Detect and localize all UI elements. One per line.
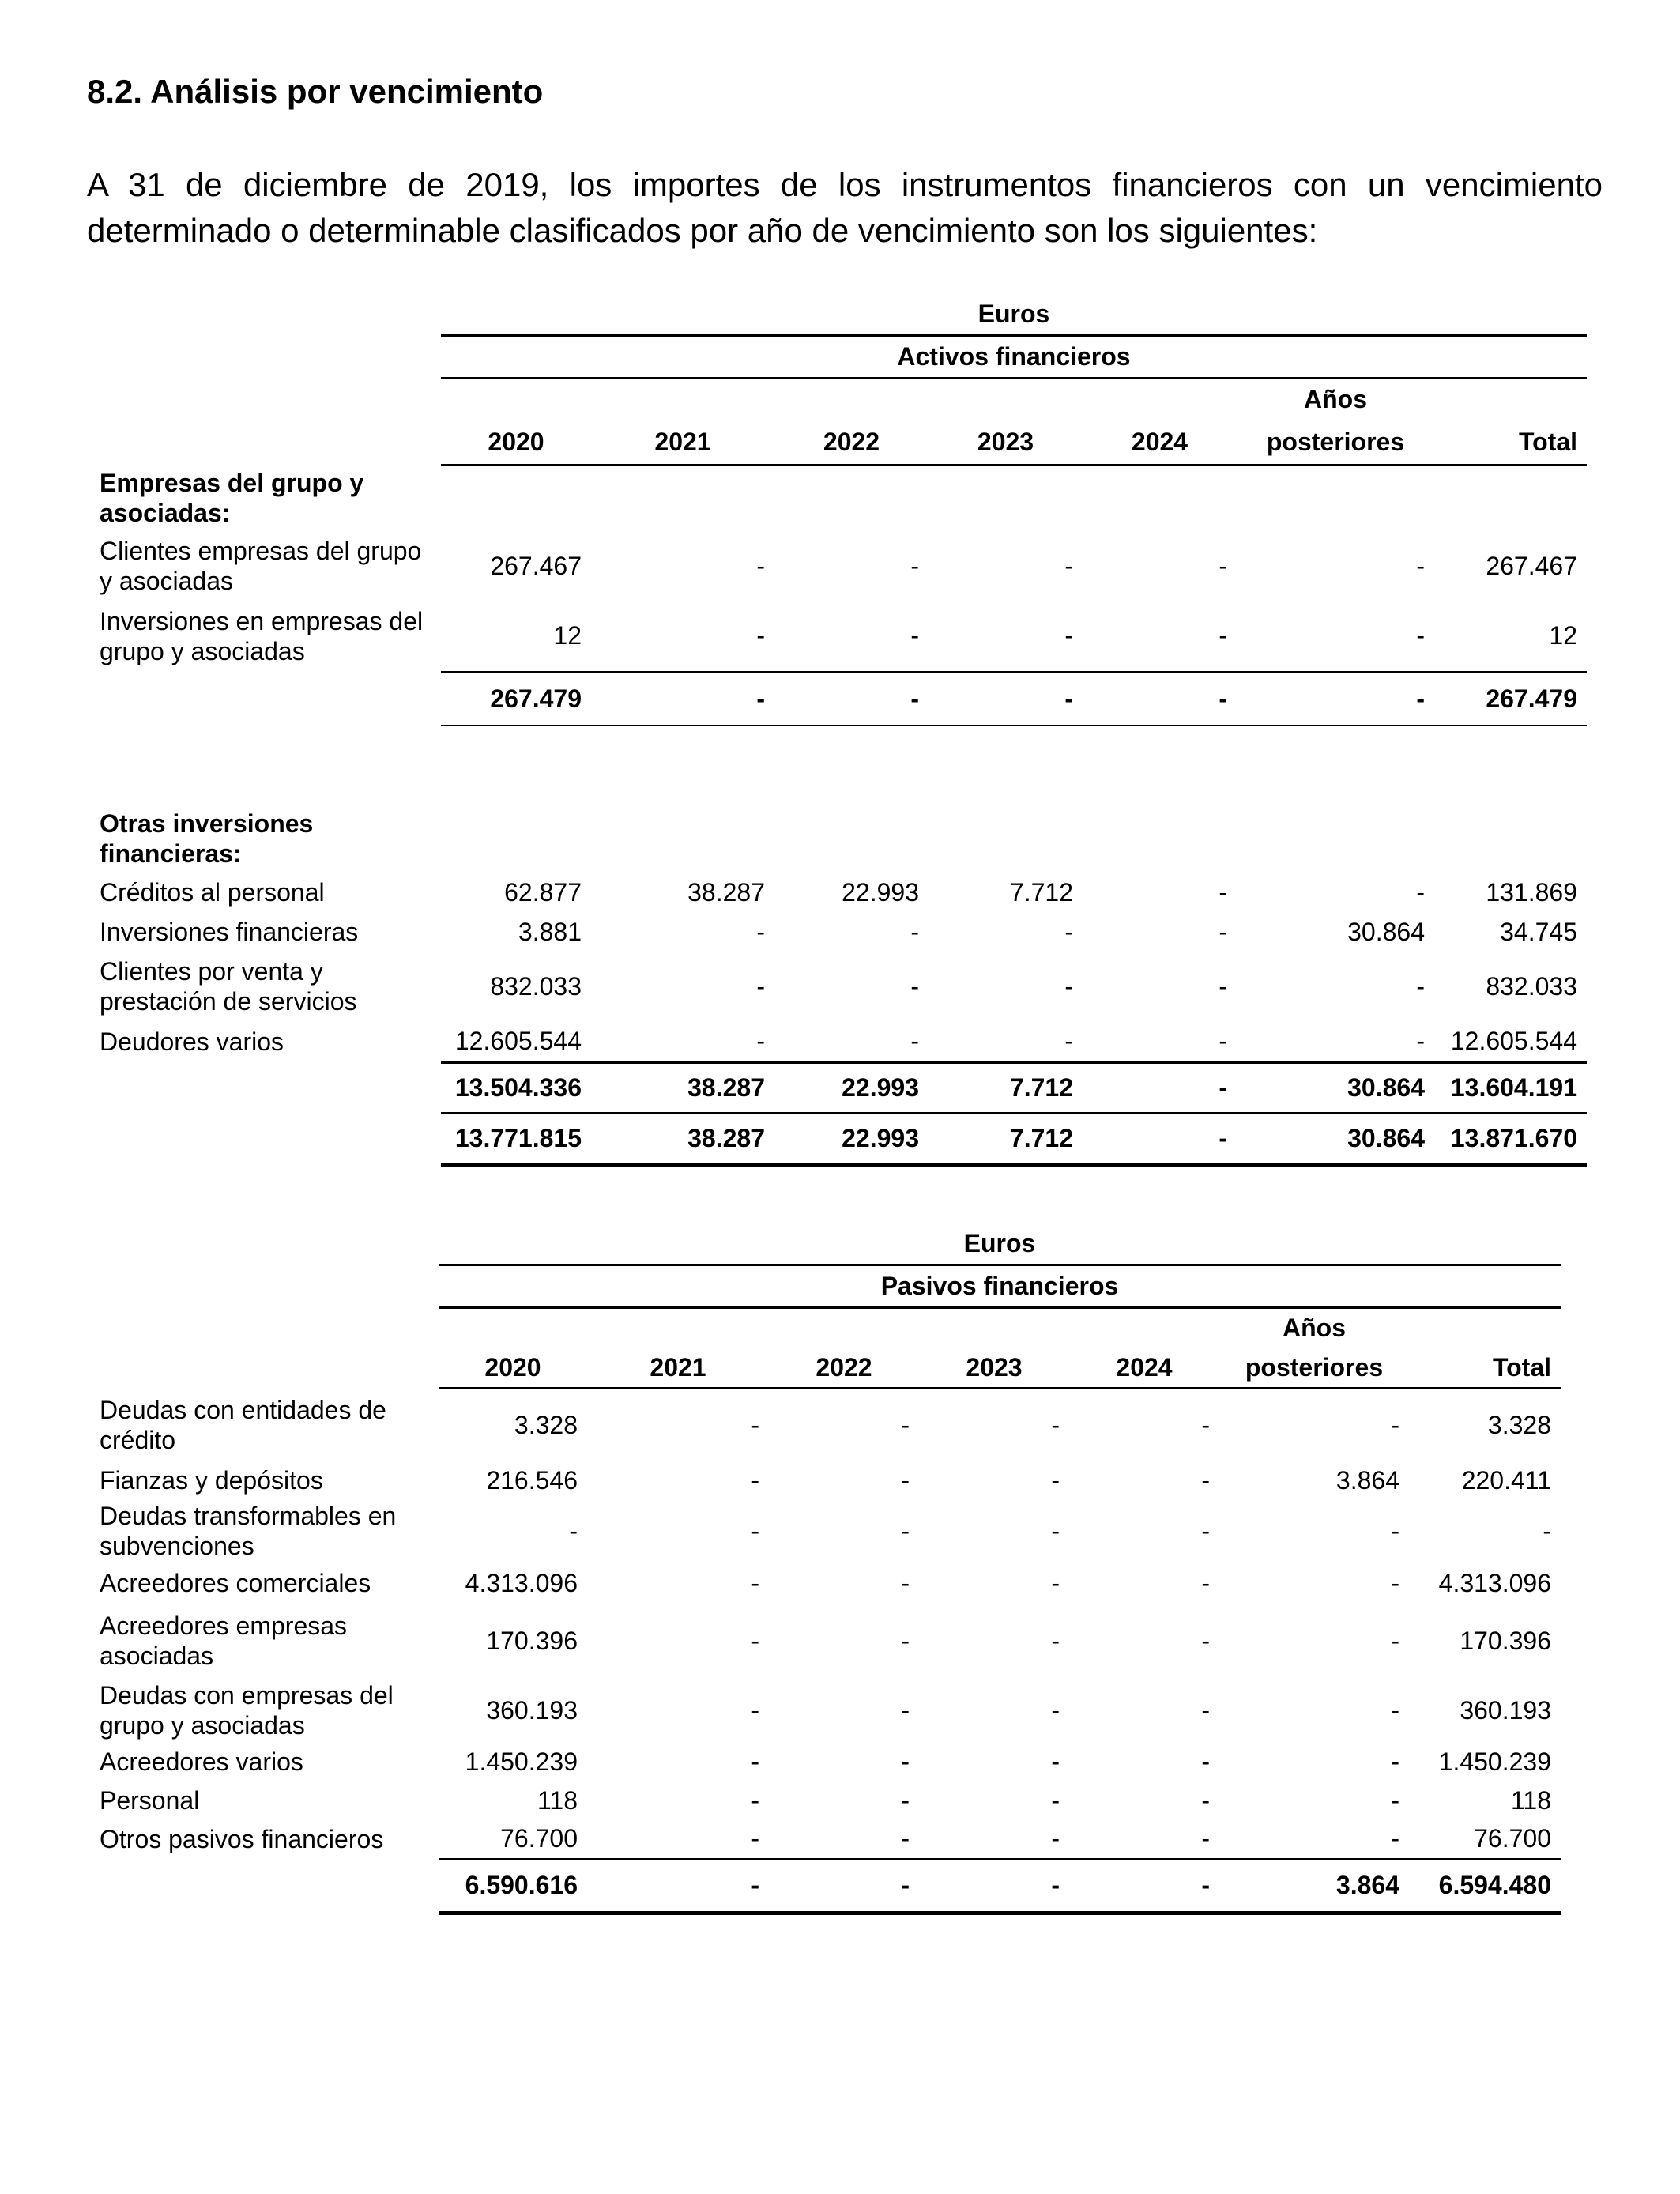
table-row [87,1462,1561,1498]
intro-paragraph: A 31 de diciembre de 2019, los importes de los instrumentos financieros con un vencimiento determinado o determinable clasificados por año de vencimiento son los siguientes: [87,166,1603,249]
cell-value: - [1201,1411,1210,1440]
table-row [87,873,1587,912]
table-row [87,1679,1561,1742]
cell-value: 12 [1549,620,1577,650]
cell-value: 216.546 [486,1465,578,1495]
cell-value: 7.712 [929,1113,1083,1165]
cell-value: - [769,1859,919,1913]
cell-value: - [756,971,765,1001]
cell-value: - [751,1626,759,1655]
cell-value: - [1064,620,1073,650]
cell-value: 118 [1510,1785,1551,1815]
table-row [87,1021,1587,1062]
cell-value: - [901,1411,910,1440]
col-header-2021: 2021 [587,1348,769,1388]
cell-value: 131.869 [1486,877,1577,907]
cell-value: - [1051,1695,1060,1725]
table-row [87,1563,1561,1603]
cell-value: - [1083,672,1237,726]
table-row [87,1498,1561,1563]
cell-value: - [910,1026,919,1055]
col-header-anos-posteriores: posteriores [1237,420,1434,465]
cell-value: - [1416,971,1425,1001]
cell-value: - [1051,1823,1060,1853]
cell-value: 118 [537,1785,578,1815]
cell-value: 13.604.191 [1434,1062,1587,1113]
cell-value: - [1219,551,1227,580]
cell-value: - [1201,1568,1210,1597]
cell-value: 30.864 [1237,1113,1434,1165]
cell-value: 267.467 [1486,551,1577,580]
row-label: Deudas transformables en subvenciones [100,1502,397,1560]
row-label: Inversiones en empresas del grupo y asociadas [100,607,424,665]
table-row [87,912,1587,952]
col-header-2024: 2024 [1083,420,1237,465]
cell-value: - [910,620,919,650]
pasivos-currency-header: Euros [439,1223,1561,1265]
col-header-2020: 2020 [439,1348,587,1388]
cell-value: 832.033 [490,971,582,1001]
table-row [87,1742,1561,1781]
cell-value: - [569,1516,578,1545]
table-row [87,1603,1561,1679]
cell-value: - [751,1465,759,1495]
cell-value: 34.745 [1500,917,1577,946]
cell-value: 22.993 [842,877,919,907]
cell-value: - [1391,1568,1399,1597]
cell-value: - [1391,1823,1399,1853]
cell-value: - [756,1026,765,1055]
col-header-2024: 2024 [1069,1348,1219,1388]
cell-value: - [901,1516,910,1545]
col-header-total: Total [1409,1348,1561,1388]
table-row [87,531,1587,601]
cell-value: - [1219,917,1227,946]
cell-value: - [1201,1626,1210,1655]
pasivos-table [87,1223,1561,1915]
row-label: Otros pasivos financieros [100,1825,384,1853]
row-label: Clientes empresas del grupo y asociadas [100,537,422,595]
cell-value: 267.467 [490,551,582,580]
section-title: Empresas del grupo y asociadas: [100,469,364,527]
cell-value: 1.450.239 [465,1747,578,1776]
row-label: Acreedores comerciales [100,1569,371,1597]
cell-value: - [1391,1695,1399,1725]
cell-value: 360.193 [486,1695,578,1725]
cell-value: - [751,1747,759,1776]
cell-value: - [591,672,774,726]
cell-value: - [751,1823,759,1853]
col-header-total: Total [1434,420,1587,465]
cell-value: 3.328 [1487,1411,1551,1440]
cell-value: - [1064,1026,1073,1055]
cell-value: - [901,1568,910,1597]
cell-value: - [901,1626,910,1655]
col-header-2023: 2023 [919,1348,1069,1388]
col-header-2023: 2023 [929,420,1083,465]
grand-total-row [87,1113,1587,1165]
cell-value: 22.993 [774,1113,929,1165]
cell-value: - [756,551,765,580]
cell-value: - [1391,1747,1399,1776]
cell-value: 4.313.096 [465,1568,578,1597]
cell-value: 170.396 [486,1626,578,1655]
cell-value: 22.993 [774,1062,929,1113]
cell-value: 30.864 [1347,917,1425,946]
cell-value: - [1219,620,1227,650]
cell-value: - [1543,1516,1551,1545]
cell-value: - [901,1695,910,1725]
section-heading: 8.2. Análisis por vencimiento [87,73,544,110]
cell-value: - [1064,551,1073,580]
cell-value: - [1219,1026,1227,1055]
cell-value: - [1237,672,1434,726]
cell-value: - [901,1823,910,1853]
activos-currency-header: Euros [441,294,1587,335]
cell-value: 38.287 [591,1062,774,1113]
cell-value: - [1051,1568,1060,1597]
cell-value: - [1064,917,1073,946]
cell-value: 6.590.616 [439,1859,587,1913]
table-row [87,952,1587,1021]
col-header-2020: 2020 [441,420,591,465]
cell-value: 3.328 [514,1411,578,1440]
total-row [87,1859,1561,1913]
cell-value: - [901,1465,910,1495]
cell-value: 13.771.815 [441,1113,591,1165]
row-label: Deudas con empresas del grupo y asociadas [100,1681,394,1740]
row-label: Clientes por venta y prestación de servicios [100,957,357,1016]
cell-value: 4.313.096 [1438,1568,1551,1597]
cell-value: 1.450.239 [1438,1747,1551,1776]
cell-value: - [751,1695,759,1725]
activos-table [87,294,1587,1167]
cell-value: 3.881 [518,917,582,946]
col-header-2022: 2022 [774,420,929,465]
cell-value: - [756,620,765,650]
cell-value: - [751,1568,759,1597]
activos-title-header: Activos financieros [441,335,1587,378]
cell-value: - [751,1516,759,1545]
cell-value: - [751,1785,759,1815]
col-anos-line1: Años [1283,1314,1346,1343]
col-header-anos-posteriores: posteriores [1219,1348,1409,1388]
cell-value: 13.504.336 [441,1062,591,1113]
col-header-2021: 2021 [591,420,774,465]
cell-value: - [1083,1113,1237,1165]
row-label: Fianzas y depósitos [100,1466,323,1495]
cell-value: - [1051,1465,1060,1495]
cell-value: - [1391,1411,1399,1440]
cell-value: 38.287 [687,877,765,907]
cell-value: - [1416,551,1425,580]
cell-value: - [1201,1785,1210,1815]
cell-value: - [751,1411,759,1440]
cell-value: 62.877 [504,877,582,907]
cell-value: - [1083,1062,1237,1113]
cell-value: - [1051,1785,1060,1815]
section-title: Otras inversiones financieras: [100,809,314,868]
cell-value: - [1051,1747,1060,1776]
subtotal-row [87,672,1587,726]
cell-value: 832.033 [1486,971,1577,1001]
cell-value: - [1201,1823,1210,1853]
cell-value: - [1201,1465,1210,1495]
cell-value: 267.479 [1434,672,1587,726]
cell-value: - [1416,877,1425,907]
cell-value: - [919,1859,1069,1913]
cell-value: - [1201,1747,1210,1776]
cell-value: - [910,551,919,580]
col-anos-line1: Años [1304,385,1367,414]
subtotal-row [87,1062,1587,1113]
row-label: Personal [100,1786,200,1815]
cell-value: - [1391,1516,1399,1545]
pasivos-title-header: Pasivos financieros [439,1265,1561,1307]
row-label: Acreedores varios [100,1747,303,1776]
cell-value: - [1416,1026,1425,1055]
cell-value: - [774,672,929,726]
table-row [87,1781,1561,1819]
cell-value: 3.864 [1219,1859,1409,1913]
cell-value: - [1416,620,1425,650]
cell-value: - [910,917,919,946]
cell-value: - [901,1785,910,1815]
cell-value: - [587,1859,769,1913]
cell-value: - [1051,1411,1060,1440]
row-label: Acreedores empresas asociadas [100,1612,348,1670]
cell-value: 12.605.544 [1450,1026,1577,1055]
cell-value: - [929,672,1083,726]
table-row [87,1819,1561,1859]
cell-value: 267.479 [441,672,591,726]
cell-value: - [910,971,919,1001]
cell-value: 3.864 [1335,1465,1399,1495]
cell-value: - [756,917,765,946]
row-label: Deudores varios [100,1027,284,1056]
cell-value: - [1201,1516,1210,1545]
cell-value: 360.193 [1460,1695,1551,1725]
cell-value: 12.605.544 [454,1026,582,1055]
cell-value: 7.712 [1009,877,1073,907]
cell-value: - [1069,1859,1219,1913]
table-row [87,601,1587,672]
cell-value: - [1391,1626,1399,1655]
cell-value: 76.700 [500,1823,578,1853]
cell-value: 38.287 [591,1113,774,1165]
row-label: Deudas con entidades de crédito [100,1396,386,1454]
cell-value: - [1219,971,1227,1001]
cell-value: - [1064,971,1073,1001]
cell-value: - [1051,1626,1060,1655]
cell-value: 220.411 [1461,1465,1551,1495]
cell-value: 7.712 [929,1062,1083,1113]
cell-value: 12 [553,620,582,650]
cell-value: - [901,1747,910,1776]
table-row [87,1388,1561,1462]
cell-value: 170.396 [1460,1626,1551,1655]
row-label: Inversiones financieras [100,918,359,946]
cell-value: - [1201,1695,1210,1725]
cell-value: 76.700 [1474,1823,1551,1853]
cell-value: 30.864 [1237,1062,1434,1113]
cell-value: 13.871.670 [1434,1113,1587,1165]
col-header-2022: 2022 [769,1348,919,1388]
cell-value: - [1391,1785,1399,1815]
row-label: Créditos al personal [100,878,325,907]
cell-value: 6.594.480 [1409,1859,1561,1913]
cell-value: - [1219,877,1227,907]
cell-value: - [1051,1516,1060,1545]
